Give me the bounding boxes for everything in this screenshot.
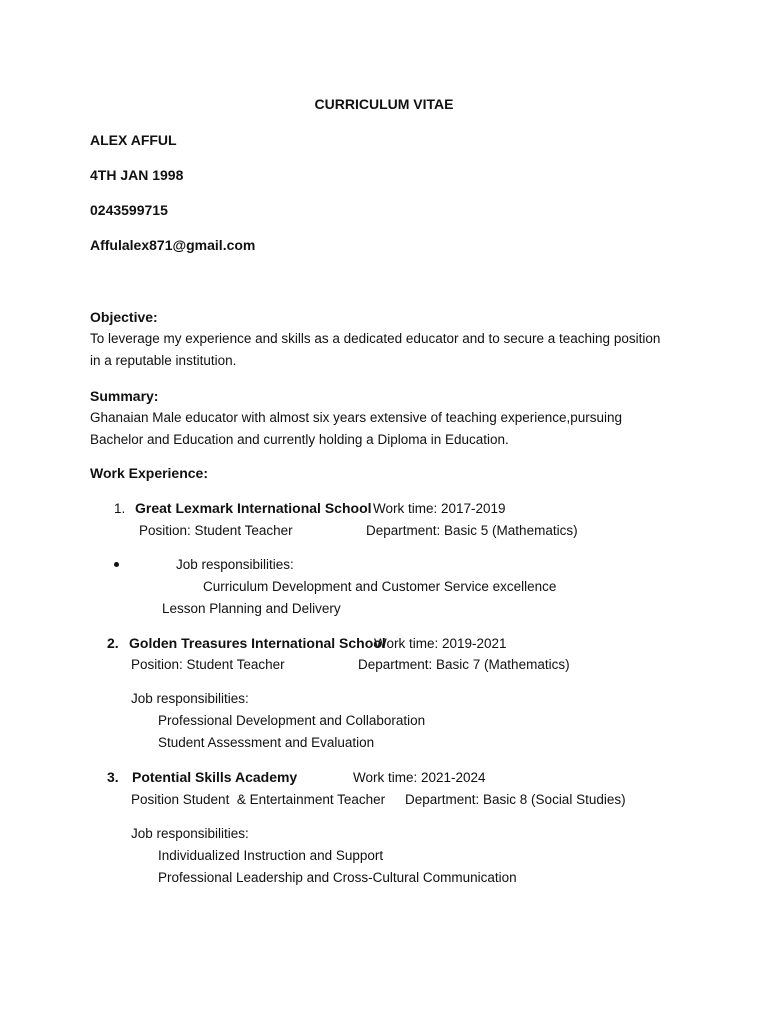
applicant-name: ALEX AFFUL: [90, 132, 177, 148]
school-name: Golden Treasures International School: [129, 635, 386, 651]
responsibility-item: Curriculum Development and Customer Service excellence: [203, 579, 557, 594]
objective-heading: Objective:: [90, 309, 158, 325]
responsibilities-label: Job responsibilities:: [131, 691, 249, 706]
work-time: Work time: 2021-2024: [353, 770, 486, 785]
summary-line: Ghanaian Male educator with almost six years extensive of teaching experience,pursuing: [90, 410, 623, 425]
summary-heading: Summary:: [90, 388, 159, 404]
summary-line: Bachelor and Education and currently holding a Diploma in Education.: [90, 432, 509, 447]
position: Position Student & Entertainment Teacher: [131, 792, 386, 807]
school-name: Potential Skills Academy: [132, 769, 298, 785]
document-title: CURRICULUM VITAE: [314, 96, 454, 112]
date-of-birth: 4TH JAN 1998: [90, 167, 184, 183]
department: Department: Basic 7 (Mathematics): [358, 657, 570, 672]
job-number: 3.: [107, 769, 119, 785]
responsibility-item: Professional Development and Collaboration: [158, 713, 426, 728]
job-number: 1.: [114, 501, 126, 516]
work-time: Work time: 2017-2019: [373, 501, 506, 516]
responsibilities-label: Job responsibilities:: [176, 557, 294, 572]
position: Position: Student Teacher: [139, 523, 293, 538]
objective-line: To leverage my experience and skills as a dedicated educator and to secure a teaching position: [90, 331, 661, 346]
work-experience-heading: Work Experience:: [90, 465, 209, 481]
position: Position: Student Teacher: [131, 657, 285, 672]
responsibility-item: Professional Leadership and Cross-Cultural Communication: [158, 870, 517, 885]
department: Department: Basic 8 (Social Studies): [405, 792, 626, 807]
responsibility-item: Individualized Instruction and Support: [158, 848, 384, 863]
objective-line: in a reputable institution.: [90, 353, 237, 368]
responsibility-item: Student Assessment and Evaluation: [158, 735, 375, 750]
department: Department: Basic 5 (Mathematics): [366, 523, 578, 538]
school-name: Great Lexmark International School: [135, 500, 372, 516]
responsibility-item: Lesson Planning and Delivery: [162, 601, 341, 616]
phone-number: 0243599715: [90, 202, 168, 218]
work-time: Work time: 2019-2021: [374, 636, 507, 651]
email-address: Affulalex871@gmail.com: [90, 237, 256, 253]
responsibilities-label: Job responsibilities:: [131, 826, 249, 841]
bullet-icon: [114, 562, 119, 567]
job-number: 2.: [107, 635, 119, 651]
